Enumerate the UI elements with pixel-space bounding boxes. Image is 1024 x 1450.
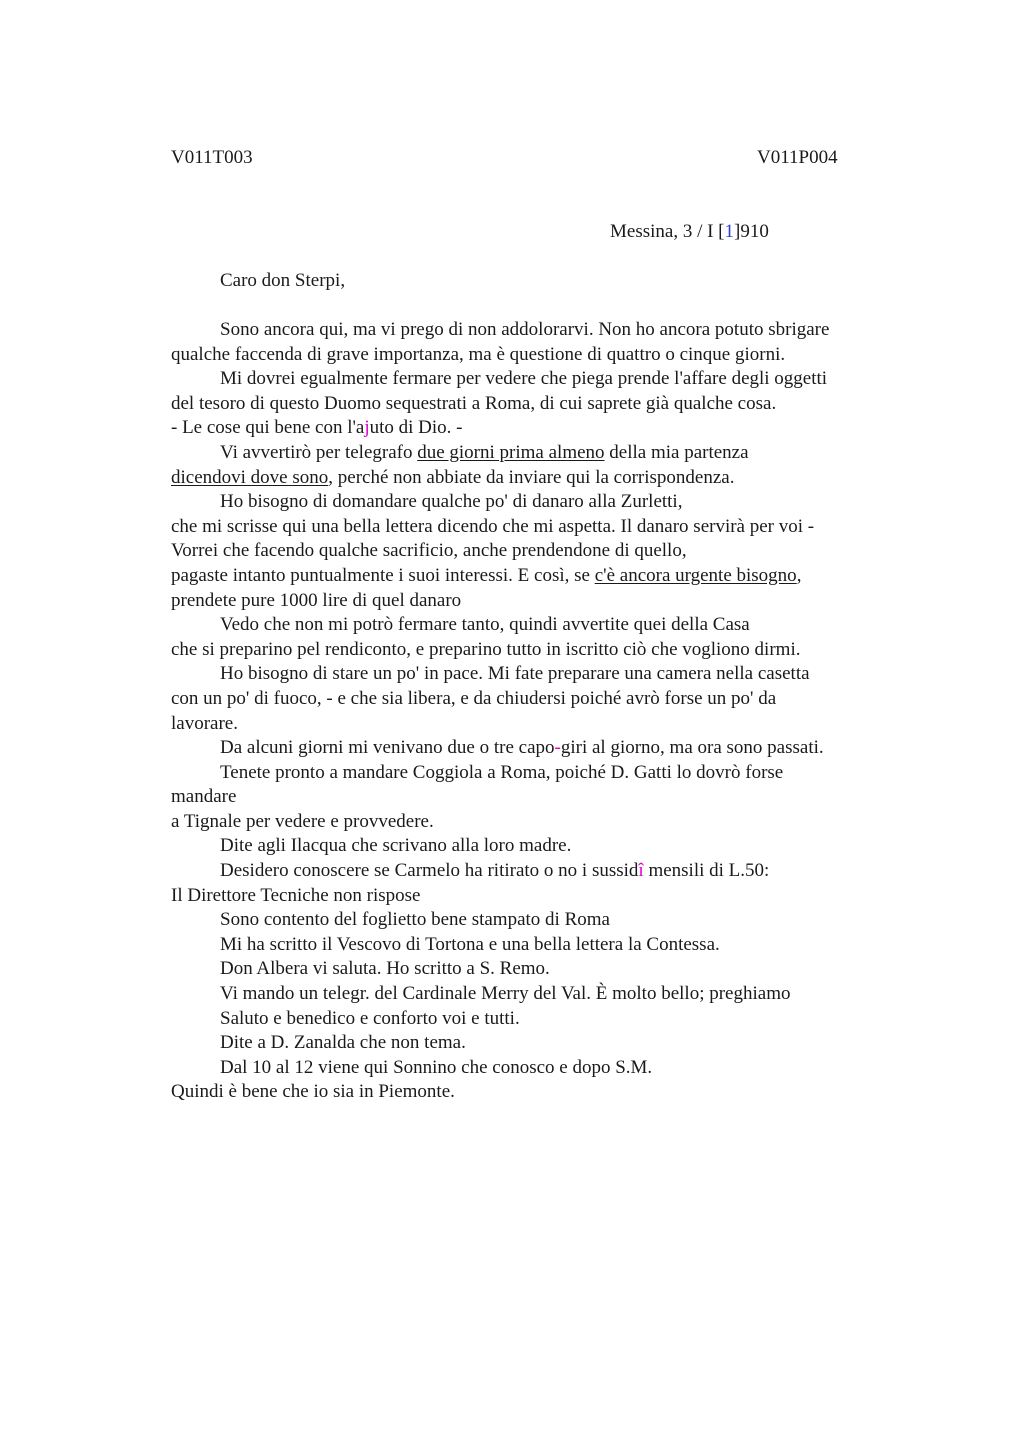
- dateline-editorial-digit: 1: [724, 221, 735, 242]
- letter-line: Dal 10 al 12 viene qui Sonnino che conosco e dopo S.M.: [220, 1056, 653, 1078]
- letter-line: Mi ha scritto il Vescovo di Tortona e una bella lettera la Contessa.: [220, 933, 720, 955]
- letter-line: che mi scrisse qui una bella lettera dicendo che mi aspetta. Il danaro servirà per voi -: [171, 515, 815, 537]
- dateline-year: ]910: [734, 221, 769, 242]
- letter-line: [171, 441, 891, 466]
- letter-line: Saluto e benedico e conforto voi e tutti.: [220, 1007, 520, 1029]
- dateline: [610, 221, 769, 243]
- underlined-text: c'è ancora urgente bisogno: [594, 564, 797, 586]
- letter-text: ,: [796, 564, 802, 586]
- letter-line: mandare: [171, 786, 237, 808]
- letter-line: Ho bisogno di stare un po' in pace. Mi fate preparare una camera nella casetta: [220, 663, 810, 685]
- letter-text: Vi avvertirò per telegrafo: [220, 441, 418, 463]
- salutation: Caro don Sterpi,: [220, 270, 346, 291]
- letter-line: Vedo che non mi potrò fermare tanto, quindi avvertite quei della Casa: [220, 614, 750, 636]
- letter-text: Desidero conoscere se Carmelo ha ritirato o no i sussid: [220, 860, 639, 882]
- letter-text: mensili di L.50:: [643, 860, 770, 882]
- letter-line: [171, 564, 891, 589]
- letter-line: [171, 736, 891, 761]
- document-code-right: V011P004: [757, 147, 838, 168]
- editorial-mark: -: [554, 737, 561, 759]
- letter-line: [171, 466, 891, 491]
- letter-line: Tenete pronto a mandare Coggiola a Roma, poiché D. Gatti lo dovrò forse: [220, 761, 784, 783]
- letter-line: Mi dovrei egualmente fermare per vedere che piega prende l'affare degli oggetti: [220, 368, 828, 390]
- letter-line: Vorrei che facendo qualche sacrificio, anche prendendone di quello,: [171, 540, 687, 562]
- letter-line: qualche faccenda di grave importanza, ma è questione di quattro o cinque giorni.: [171, 343, 786, 365]
- letter-text: - Le cose qui bene con l'a: [171, 417, 365, 439]
- letter-text: , perché non abbiate da inviare qui la corrispondenza.: [328, 466, 735, 488]
- letter-text: pagaste intanto puntualmente i suoi interessi. E così, se: [171, 564, 595, 586]
- letter-line: [171, 859, 891, 884]
- editorial-mark: j: [364, 417, 370, 439]
- letter-line: Quindi è bene che io sia in Piemonte.: [171, 1081, 455, 1103]
- letter-line: Vi mando un telegr. del Cardinale Merry del Val. È molto bello; preghiamo: [220, 983, 791, 1005]
- letter-line: Dite agli Ilacqua che scrivano alla loro madre.: [220, 835, 572, 857]
- underlined-text: due giorni prima almeno: [417, 441, 605, 463]
- underlined-text: dicendovi dove sono: [171, 466, 329, 488]
- editorial-mark: î: [638, 860, 644, 882]
- letter-text: Da alcuni giorni mi venivano due o tre capo: [220, 737, 555, 759]
- letter-line: Ho bisogno di domandare qualche po' di danaro alla Zurletti,: [220, 491, 683, 513]
- letter-line: Don Albera vi saluta. Ho scritto a S. Remo.: [220, 958, 550, 980]
- letter-line: a Tignale per vedere e provvedere.: [171, 810, 434, 832]
- dateline-text: Messina, 3 / I [: [610, 221, 725, 242]
- letter-body: [171, 318, 891, 1105]
- letter-line: con un po' di fuoco, - e che sia libera, e da chiudersi poiché avrò forse un po' da: [171, 687, 777, 709]
- letter-line: [171, 416, 891, 441]
- letter-line: del tesoro di questo Duomo sequestrati a Roma, di cui saprete già qualche cosa.: [171, 392, 777, 414]
- letter-text: uto di Dio. -: [369, 417, 463, 439]
- document-code-left: V011T003: [171, 147, 253, 168]
- letter-line: Dite a D. Zanalda che non tema.: [220, 1032, 466, 1054]
- letter-line: Sono contento del foglietto bene stampato di Roma: [220, 909, 610, 931]
- letter-line: prendete pure 1000 lire di quel danaro: [171, 589, 462, 611]
- letter-line: Sono ancora qui, ma vi prego di non addolorarvi. Non ho ancora potuto sbrigare: [220, 319, 830, 340]
- letter-line: lavorare.: [171, 712, 238, 734]
- letter-line: che si preparino pel rendiconto, e preparino tutto in iscritto ciò che vogliono dirmi.: [171, 638, 801, 660]
- letter-text: giri al giorno, ma ora sono passati.: [560, 737, 824, 759]
- letter-line: Il Direttore Tecniche non rispose: [171, 884, 421, 906]
- letter-text: della mia partenza: [604, 441, 749, 463]
